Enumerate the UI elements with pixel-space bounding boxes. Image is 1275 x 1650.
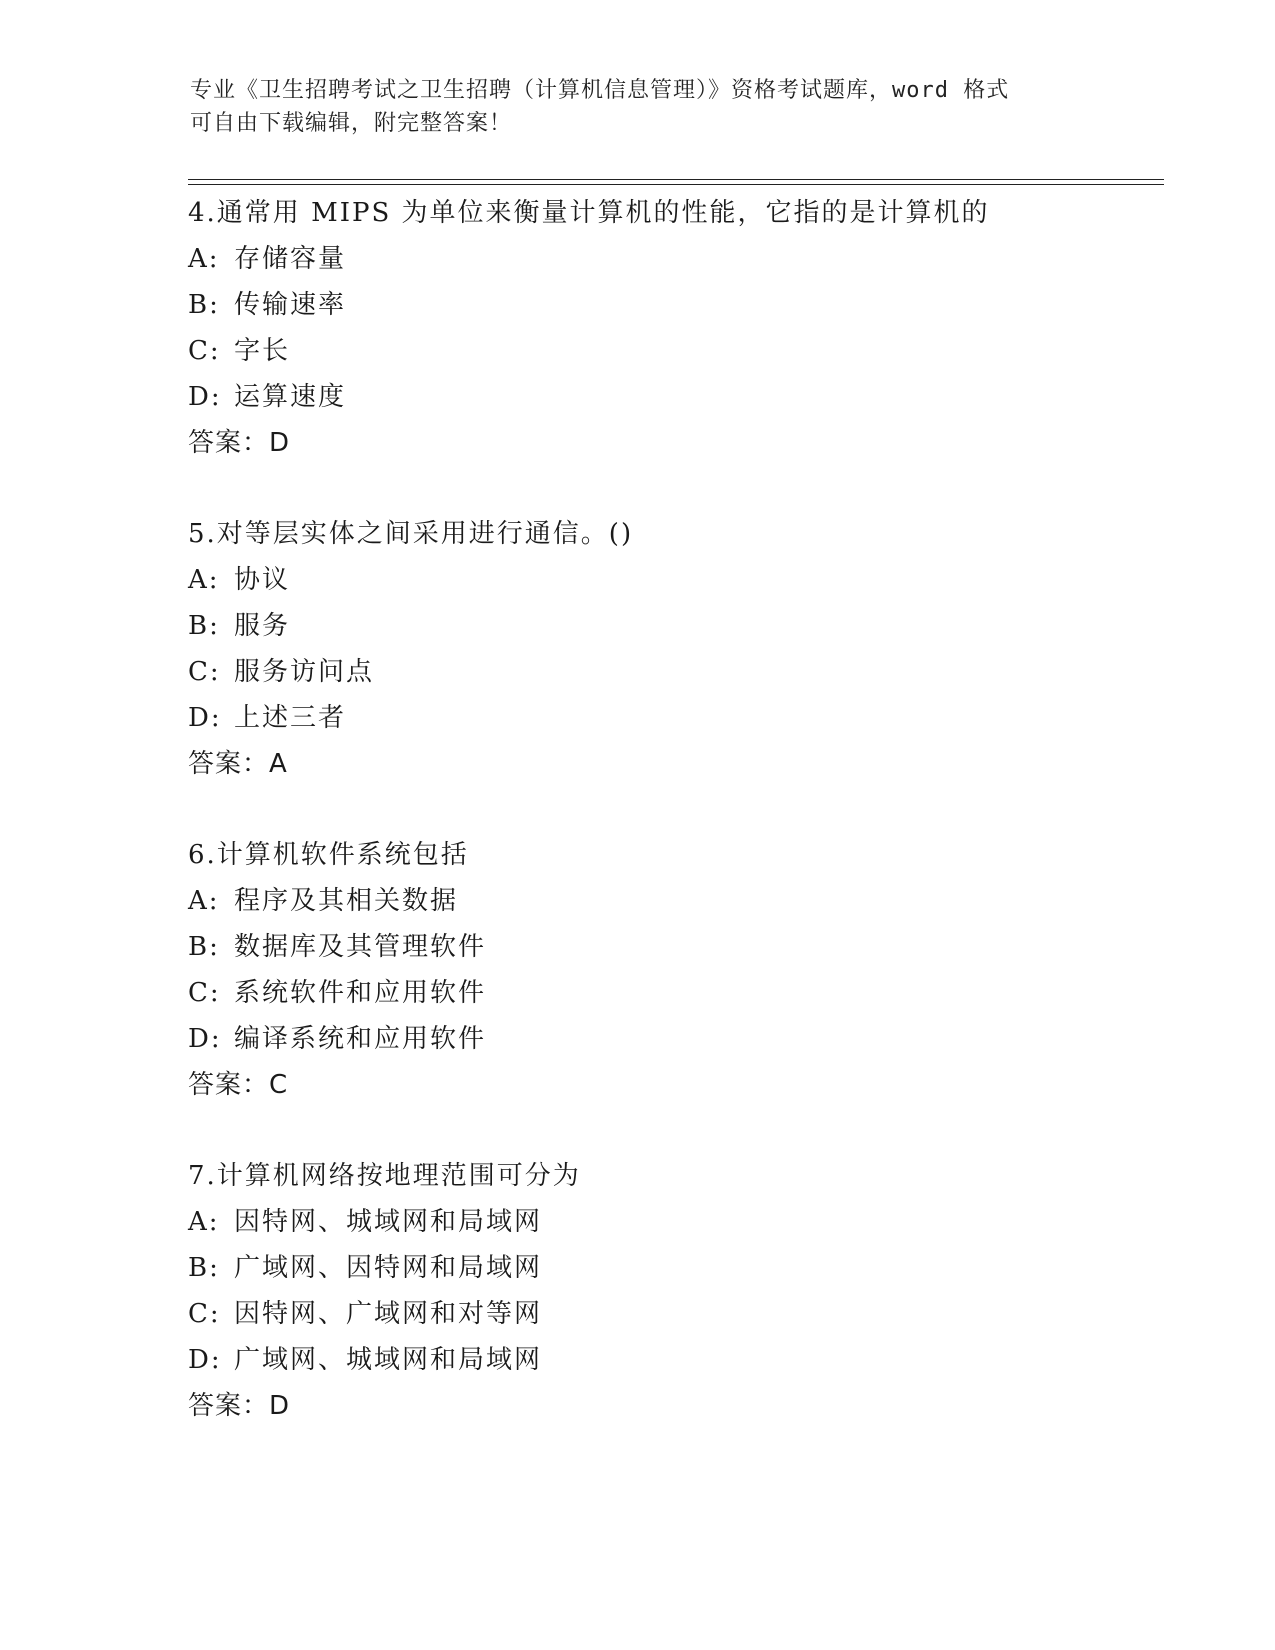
option-letter: B:	[188, 932, 220, 962]
question-stem: 6.计算机软件系统包括	[188, 840, 469, 870]
answer: 答案：A	[188, 749, 288, 779]
question-stem: 5.对等层实体之间采用进行通信。()	[188, 519, 634, 549]
option-d	[188, 1337, 1168, 1383]
option-letter: B:	[188, 611, 220, 641]
answer: 答案：D	[188, 1391, 291, 1421]
question-6	[188, 832, 1168, 1108]
question-5	[188, 511, 1168, 787]
option-text: 上述三者	[234, 703, 347, 733]
question-list	[188, 190, 1168, 1474]
option-letter: A:	[188, 1207, 220, 1237]
option-letter: B:	[188, 290, 220, 320]
option-letter: D:	[188, 1024, 222, 1054]
option-text: 存储容量	[234, 244, 347, 274]
option-text: 广域网、因特网和局域网	[234, 1253, 543, 1283]
option-a	[188, 878, 1168, 924]
option-text: 因特网、广域网和对等网	[234, 1299, 543, 1329]
option-letter: D:	[188, 382, 222, 412]
question-7	[188, 1153, 1168, 1429]
option-text: 数据库及其管理软件	[234, 932, 487, 962]
option-letter: D:	[188, 1345, 222, 1375]
option-text: 广域网、城域网和局域网	[234, 1345, 543, 1375]
option-c	[188, 649, 1168, 695]
option-d	[188, 695, 1168, 741]
option-text: 编译系统和应用软件	[234, 1024, 487, 1054]
header-divider-bottom	[188, 184, 1164, 185]
option-a	[188, 557, 1168, 603]
document-header	[190, 74, 1090, 140]
header-divider-top	[188, 179, 1164, 180]
option-b	[188, 282, 1168, 328]
option-b	[188, 1245, 1168, 1291]
option-letter: D:	[188, 703, 222, 733]
option-d	[188, 374, 1168, 420]
option-letter: A:	[188, 244, 220, 274]
option-letter: B:	[188, 1253, 220, 1283]
option-text: 程序及其相关数据	[234, 886, 459, 916]
option-text: 因特网、城域网和局域网	[234, 1207, 543, 1237]
answer: 答案：D	[188, 428, 291, 458]
header-line-1: 专业《卫生招聘考试之卫生招聘（计算机信息管理）》资格考试题库，word 格式	[190, 78, 1010, 103]
option-text: 运算速度	[234, 382, 347, 412]
option-c	[188, 1291, 1168, 1337]
option-text: 系统软件和应用软件	[234, 978, 487, 1008]
option-text: 协议	[234, 565, 291, 595]
option-letter: C:	[188, 1299, 221, 1329]
option-b	[188, 924, 1168, 970]
header-line-2: 可自由下载编辑，附完整答案！	[190, 111, 513, 136]
option-d	[188, 1016, 1168, 1062]
option-c	[188, 328, 1168, 374]
option-text: 服务	[234, 611, 291, 641]
option-text: 字长	[234, 336, 291, 366]
option-a	[188, 236, 1168, 282]
option-text: 传输速率	[234, 290, 347, 320]
option-a	[188, 1199, 1168, 1245]
question-4	[188, 190, 1168, 466]
option-letter: A:	[188, 886, 220, 916]
answer: 答案：C	[188, 1070, 289, 1100]
option-letter: C:	[188, 657, 221, 687]
option-text: 服务访问点	[234, 657, 375, 687]
option-letter: C:	[188, 978, 221, 1008]
option-letter: C:	[188, 336, 221, 366]
question-stem: 7.计算机网络按地理范围可分为	[188, 1161, 581, 1191]
option-c	[188, 970, 1168, 1016]
option-letter: A:	[188, 565, 220, 595]
question-stem: 4.通常用 MIPS 为单位来衡量计算机的性能，它指的是计算机的	[188, 198, 990, 228]
option-b	[188, 603, 1168, 649]
